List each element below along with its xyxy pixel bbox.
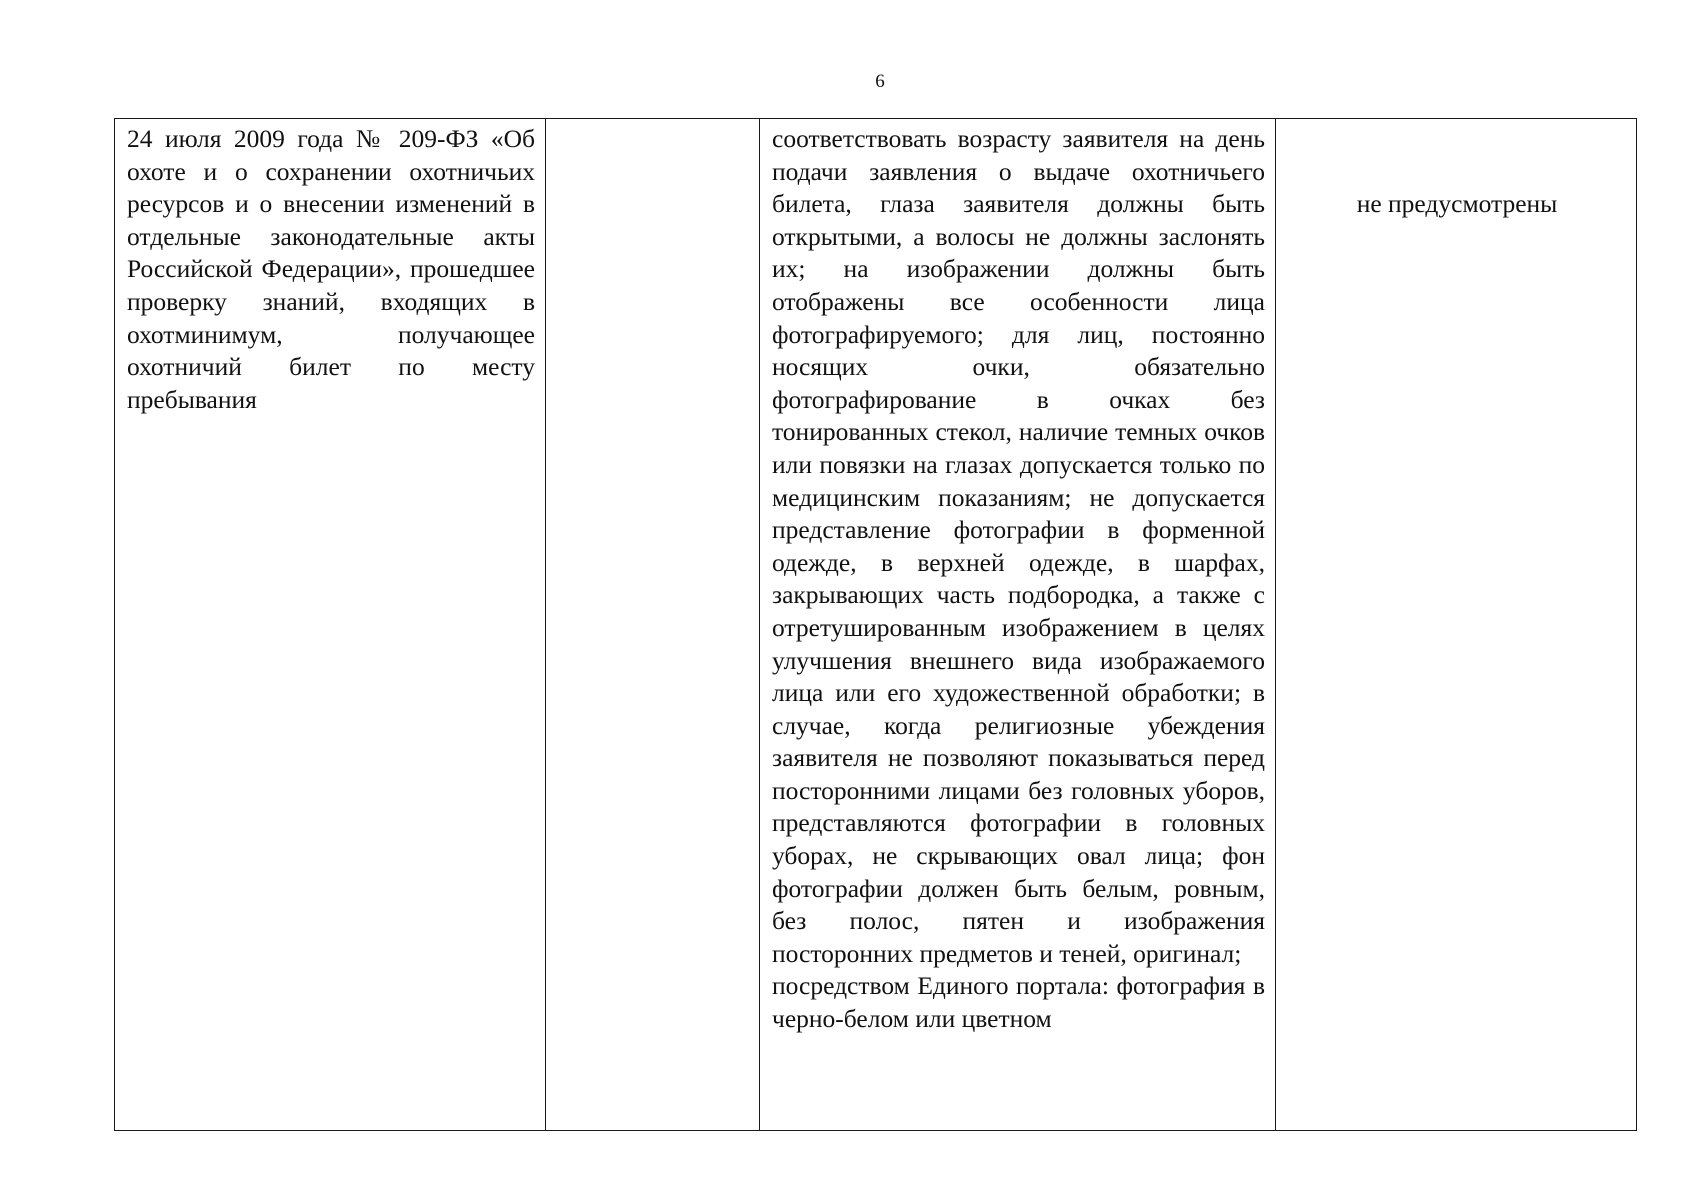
empty-cell xyxy=(546,119,760,1131)
portal-requirements-text: посредством Единого портала: фотография в черно-белом или цветном xyxy=(772,971,1265,1034)
applicant-category-text: 24 июля 2009 года № 209-ФЗ «Об охоте и о сохранении охотничьих ресурсов и о внесении изменений в отдельные законодательные акты Российской Федерации», прошедшее проверку знаний, входящих в охотминимум, получающее охотничий билет по месту пребывания xyxy=(127,124,535,414)
photo-requirements-cell xyxy=(760,119,1276,1131)
requirements-table xyxy=(114,118,1637,1131)
applicant-category-cell xyxy=(115,119,546,1131)
notes-cell xyxy=(1276,119,1637,1131)
page-number: 6 xyxy=(875,71,885,92)
photo-requirements-text: соответствовать возрасту заявителя на день подачи заявления о выдаче охотничьего билета, глаза заявителя должны быть открытыми, а волосы не должны заслонять их; на изображении должны быть отображены все особенности лица фотографируемого; для лиц, постоянно носящих очки, обязательно фотографирование в очках без тонированных стекол, наличие темных очков или повязки на глазах допускается только по медицинским показаниям; не допускается представление фотографии в форменной одежде, в верхней одежде, в шарфах, закрывающих часть подбородка, а также с отретушированным изображением в целях улучшения внешнего вида изображаемого лица или его художественной обработки; в случае, когда религиозные убеждения заявителя не позволяют показываться перед посторонними лицами без головных уборов, представляются фотографии в головных уборах, не скрывающих овал лица; фон фотографии должен быть белым, ровным, без полос, пятен и изображения посторонних предметов и теней, оригинал; xyxy=(772,124,1265,968)
notes-text: не предусмотрены xyxy=(1356,189,1558,218)
table-row xyxy=(115,119,1637,1131)
